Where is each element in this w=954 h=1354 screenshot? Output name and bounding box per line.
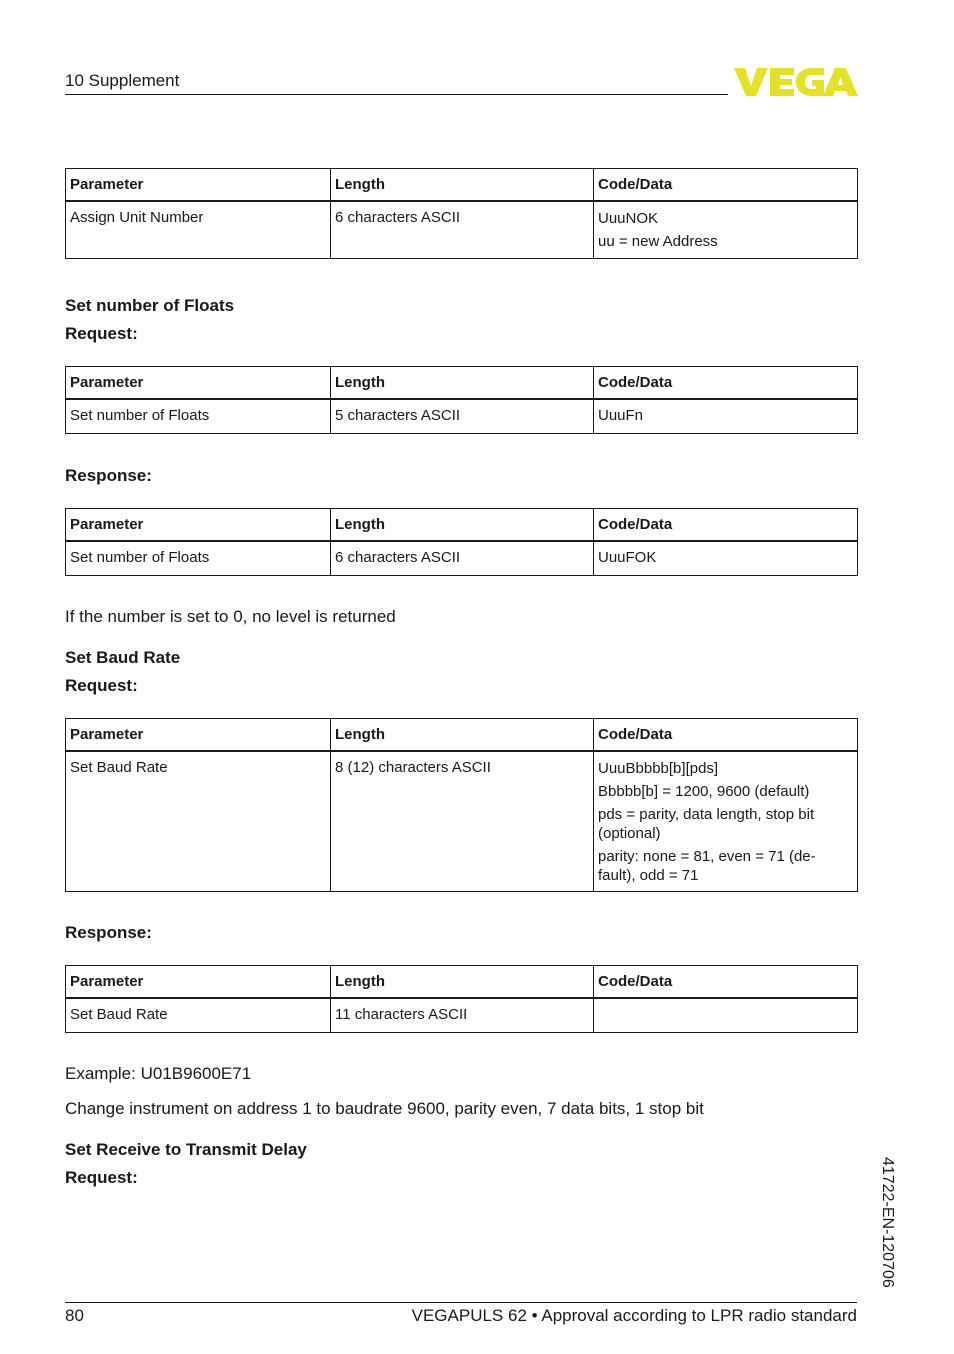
table-row <box>66 399 858 433</box>
table-baud-request <box>65 718 858 892</box>
cell-code <box>594 751 858 892</box>
request-label-baud: Request: <box>65 676 138 695</box>
cell-length: 5 characters ASCII <box>331 399 594 433</box>
cell-parameter: Set Baud Rate <box>66 998 331 1032</box>
cell-parameter: Assign Unit Number <box>66 201 331 258</box>
request-label-delay: Request: <box>65 1168 138 1187</box>
header-code-data: Code/Data <box>594 509 858 542</box>
header-code-data: Code/Data <box>594 169 858 202</box>
header-parameter: Parameter <box>66 367 331 400</box>
header-parameter: Parameter <box>66 509 331 542</box>
table-assign-unit-number <box>65 168 858 259</box>
response-label-floats: Response: <box>65 466 152 485</box>
section-title-baud: Set Baud Rate <box>65 648 181 667</box>
page-number: 80 <box>65 1306 84 1325</box>
cell-code <box>594 201 858 258</box>
vega-logo <box>734 66 858 103</box>
cell-code: UuuFn <box>594 399 858 433</box>
header-code-data: Code/Data <box>594 367 858 400</box>
table-header-row <box>66 719 858 752</box>
header-length: Length <box>331 966 594 999</box>
cell-code <box>594 998 858 1032</box>
cell-parameter: Set Baud Rate <box>66 751 331 892</box>
section-title-delay: Set Receive to Transmit Delay <box>65 1140 307 1159</box>
document-code <box>876 1157 898 1307</box>
table-row <box>66 751 858 892</box>
table-header-row <box>66 367 858 400</box>
cell-code: UuuFOK <box>594 541 858 575</box>
response-label-baud: Response: <box>65 923 152 942</box>
header-parameter: Parameter <box>66 169 331 202</box>
section-title-floats: Set number of Floats <box>65 296 235 315</box>
footer-rule <box>65 1302 857 1303</box>
table-floats-request <box>65 366 858 434</box>
table-baud-response <box>65 965 858 1033</box>
header-parameter: Parameter <box>66 719 331 752</box>
code-line: Bbbbb[b] = 1200, 9600 (default) <box>598 783 810 800</box>
table-header-row <box>66 966 858 999</box>
header-length: Length <box>331 367 594 400</box>
header-length: Length <box>331 509 594 542</box>
code-line: UuuNOK <box>598 210 659 227</box>
cell-parameter: Set number of Floats <box>66 541 331 575</box>
cell-length: 11 characters ASCII <box>331 998 594 1032</box>
table-header-row <box>66 509 858 542</box>
footer-title: VEGAPULS 62 • Approval according to LPR radio standard <box>411 1306 857 1325</box>
code-line: parity: none = 81, even = 71 (de-fault), odd = 71 <box>598 848 816 884</box>
example-description: Change instrument on address 1 to baudrate 9600, parity even, 7 data bits, 1 stop bit <box>65 1099 704 1118</box>
table-row <box>66 541 858 575</box>
header-length: Length <box>331 719 594 752</box>
note-floats: If the number is set to 0, no level is returned <box>65 607 396 626</box>
cell-length: 6 characters ASCII <box>331 201 594 258</box>
header-code-data: Code/Data <box>594 719 858 752</box>
table-header-row <box>66 169 858 202</box>
header-parameter: Parameter <box>66 966 331 999</box>
header-code-data: Code/Data <box>594 966 858 999</box>
code-line: uu = new Address <box>598 233 718 250</box>
document-code-text: 41722-EN-120706 <box>879 1157 896 1288</box>
table-row <box>66 201 858 258</box>
table-row <box>66 998 858 1032</box>
header-length: Length <box>331 169 594 202</box>
code-line: UuuBbbbb[b][pds] <box>598 760 719 777</box>
code-line: pds = parity, data length, stop bit (optional) <box>598 806 815 842</box>
vega-logo-mark <box>734 66 858 98</box>
cell-length: 8 (12) characters ASCII <box>331 751 594 892</box>
header-rule <box>65 94 728 95</box>
example-text: Example: U01B9600E71 <box>65 1064 252 1083</box>
cell-length: 6 characters ASCII <box>331 541 594 575</box>
request-label-floats: Request: <box>65 324 138 343</box>
section-header: 10 Supplement <box>65 71 180 90</box>
table-floats-response <box>65 508 858 576</box>
cell-parameter: Set number of Floats <box>66 399 331 433</box>
